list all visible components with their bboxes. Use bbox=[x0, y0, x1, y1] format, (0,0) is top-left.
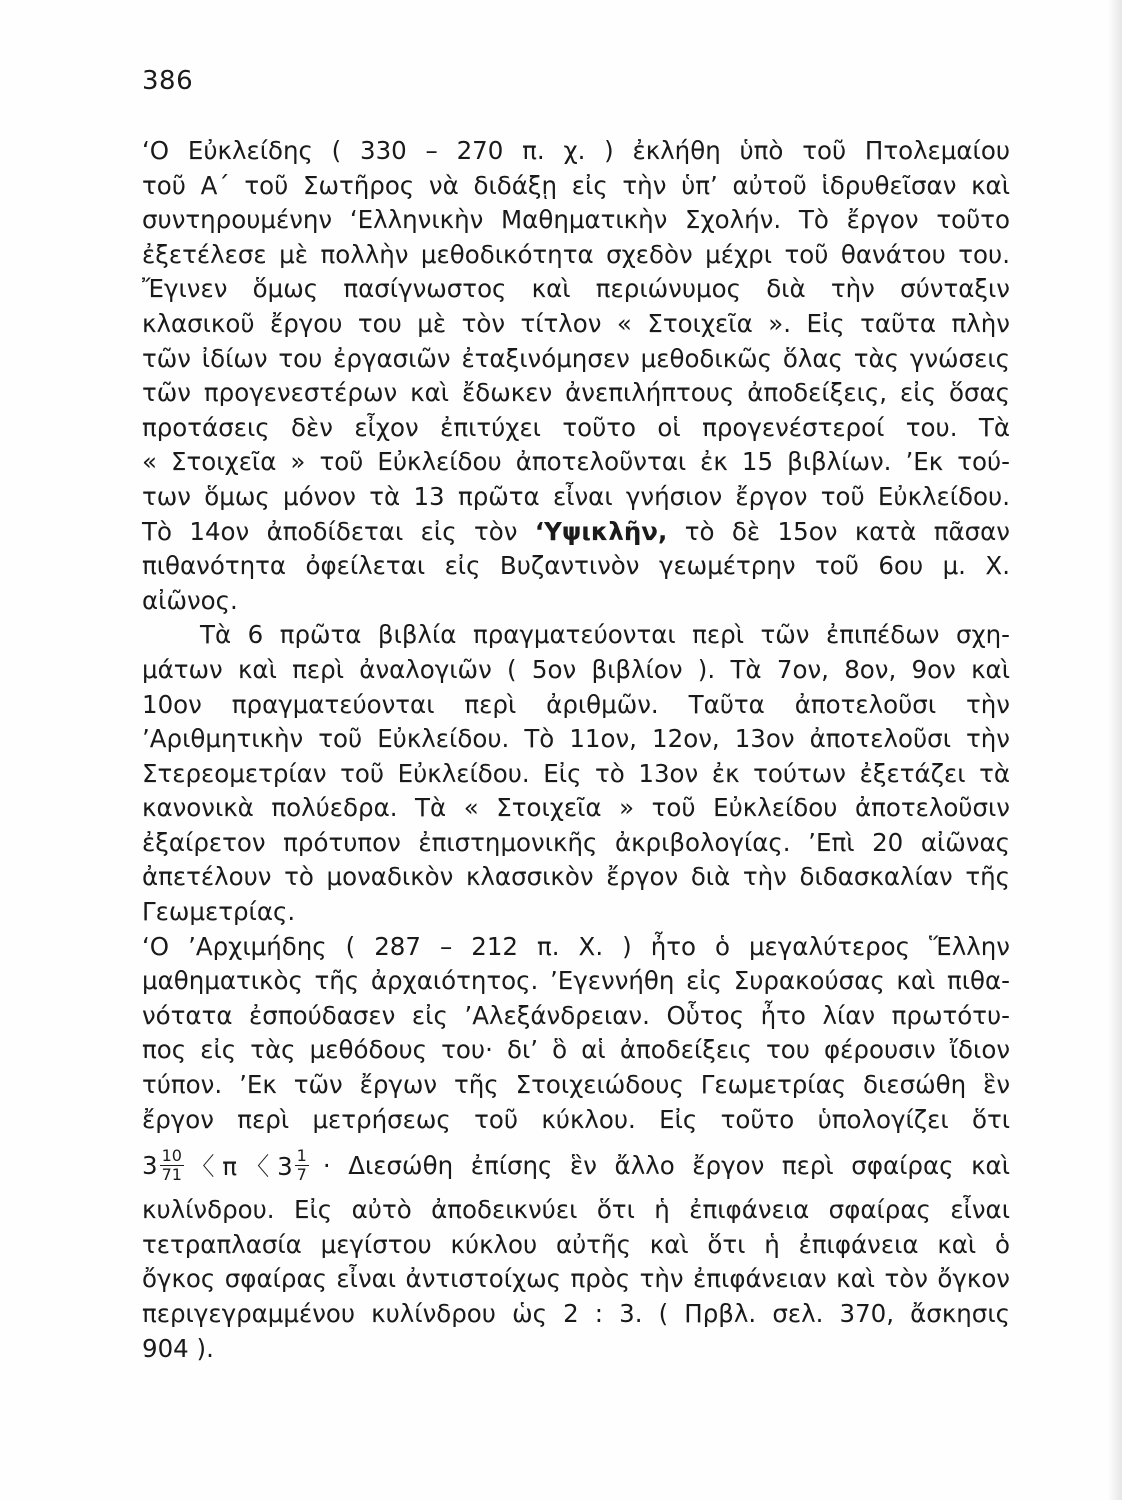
fraction-inequality-line bbox=[142, 1137, 1010, 1193]
page-number: 386 bbox=[142, 66, 194, 96]
text-line: κυλίνδρου. Εἰς αὐτὸ ἀποδεικνύει ὅτι ἡ ἐπιφάνεια σφαίρας εἶναι bbox=[142, 1195, 1010, 1225]
text-line bbox=[142, 515, 1010, 550]
numerator: 10 bbox=[161, 1145, 182, 1165]
text-line: ἐξετέλεσε μὲ πολλὴν μεθοδικότητα σχεδὸν μέχρι τοῦ θανάτου του. bbox=[142, 239, 1010, 269]
text-segment: Τὸ 14ον ἀποδίδεται εἰς τὸν bbox=[142, 516, 518, 546]
text-line: συντηρουμένην ‘Ελληνικὴν Μαθηματικὴν Σχολήν. Τὸ ἔργον τοῦτο bbox=[142, 205, 1010, 235]
text-line: ἐξαίρετον πρότυπον ἐπιστημονικῆς ἀκριβολογίας. ’Επὶ 20 αἰῶνας bbox=[142, 827, 1010, 857]
text-line: κανονικὰ πολύεδρα. Τὰ « Στοιχεῖα » τοῦ Εὐκλείδου ἀποτελοῦσιν bbox=[142, 793, 1010, 823]
text-line: αἰῶνος. bbox=[142, 585, 238, 615]
text-line: ἀπετέλουν τὸ μοναδικὸν κλασσικὸν ἔργον διὰ τὴν διδασκαλίαν τῆς bbox=[142, 862, 1010, 892]
text-line: ’Αριθμητικὴν τοῦ Εὐκλείδου. Τὸ 11ον, 12ον, 13ον ἀποτελοῦσι τὴν bbox=[142, 724, 1010, 754]
text-line: μαθηματικὸς τῆς ἀρχαιότητος. ’Εγεννήθη εἰς Συρακούσας καὶ πιθα- bbox=[142, 966, 1010, 996]
text-line: ‘Ο Εὐκλείδης ( 330 – 270 π. χ. ) ἐκλήθη ὑπὸ τοῦ Πτολεμαίου bbox=[142, 136, 1010, 165]
text-line: τῶν προγενεστέρων καὶ ἔδωκεν ἀνεπιλήπτους ἀποδείξεις, εἰς ὅσας bbox=[142, 378, 1010, 408]
text-line: τῶν ἰδίων του ἐργασιῶν ἐταξινόμησεν μεθοδικῶς ὅλας τὰς γνώσεις bbox=[142, 343, 1010, 373]
page-edge-shadow bbox=[1108, 0, 1122, 1500]
text-line: προτάσεις δὲν εἶχον ἐπιτύχει τοῦτο οἱ προγενέστεροί του. Τὰ bbox=[142, 412, 1010, 442]
text-line: ἔργον περὶ μετρήσεως τοῦ κύκλου. Εἰς τοῦτο ὑπολογίζει ὅτι bbox=[142, 1104, 1010, 1134]
whole-number: 3 bbox=[142, 1150, 158, 1180]
text-line: τοῦ Α΄ τοῦ Σωτῆρος νὰ διδάξῃ εἰς τὴν ὑπ’ αὐτοῦ ἱδρυθεῖσαν καὶ bbox=[142, 170, 1010, 200]
inequality-text: 〈 π 〈 3 bbox=[189, 1151, 293, 1181]
body-text bbox=[142, 134, 1010, 1366]
text-line: Ἔγινεν ὅμως πασίγνωστος καὶ περιώνυμος διὰ τὴν σύνταξιν bbox=[142, 274, 1010, 304]
text-line: Τὰ 6 πρῶτα βιβλία πραγματεύονται περὶ τῶν ἐπιπέδων σχη- bbox=[200, 620, 1010, 650]
text-line: μάτων καὶ περὶ ἀναλογιῶν ( 5ον βιβλίον ). Τὰ 7ον, 8ον, 9ον καὶ bbox=[142, 654, 1010, 684]
text-line: πος εἰς τὰς μεθόδους του· δι’ ὃ αἱ ἀποδείξεις του φέρουσιν ἴδιον bbox=[142, 1035, 1010, 1065]
text-line: « Στοιχεῖα » τοῦ Εὐκλείδου ἀποτελοῦνται ἐκ 15 βιβλίων. ’Εκ τού- bbox=[142, 447, 1010, 477]
text-line: Στερεομετρίαν τοῦ Εὐκλείδου. Εἰς τὸ 13ον ἐκ τούτων ἐξετάζει τὰ bbox=[142, 758, 1010, 788]
text-segment: · Διεσώθη ἐπίσης ἓν ἄλλο ἔργον περὶ σφαίρας καὶ bbox=[322, 1150, 1010, 1180]
text-line: πιθανότητα ὀφείλεται εἰς Βυζαντινὸν γεωμέτρην τοῦ 6ου μ. Χ. bbox=[142, 551, 1010, 581]
text-line: ὄγκος σφαίρας εἶναι ἀντιστοίχως πρὸς τὴν ἐπιφάνειαν καὶ τὸν ὄγκον bbox=[142, 1264, 1010, 1294]
text-line: κλασικοῦ ἔργου του μὲ τὸν τίτλον « Στοιχεῖα ». Εἰς ταῦτα πλὴν bbox=[142, 308, 1010, 338]
bold-name: ‘Υψικλῆν, bbox=[534, 516, 668, 546]
text-line: 904 ). bbox=[142, 1333, 214, 1363]
text-line: νότατα ἐσπούδασεν εἰς ’Αλεξάνδρειαν. Οὗτος ἦτο λίαν πρωτότυ- bbox=[142, 1000, 1010, 1030]
text-segment: τὸ δὲ 15ον κατὰ πᾶσαν bbox=[684, 516, 1010, 546]
text-line: περιγεγραμμένου κυλίνδρου ὡς 2 : 3. ( Πρβλ. σελ. 370, ἄσκησις bbox=[142, 1299, 1010, 1328]
fraction-10-71 bbox=[160, 1147, 184, 1184]
text-line: τύπον. ’Εκ τῶν ἔργων τῆς Στοιχειώδους Γεωμετρίας διεσώθη ἓν bbox=[142, 1070, 1010, 1100]
text-line: ‘Ο ’Αρχιμήδης ( 287 – 212 π. Χ. ) ἦτο ὁ μεγαλύτερος Ἕλλην bbox=[142, 931, 1010, 961]
text-line: Γεωμετρίας. bbox=[142, 897, 296, 927]
text-line: 10ον πραγματεύονται περὶ ἀριθμῶν. Ταῦτα ἀποτελοῦσι τὴν bbox=[142, 689, 1010, 719]
fraction-1-7 bbox=[295, 1147, 309, 1184]
denominator: 7 bbox=[296, 1164, 307, 1184]
text-line: των ὅμως μόνον τὰ 13 πρῶτα εἶναι γνήσιον ἔργον τοῦ Εὐκλείδου. bbox=[142, 481, 1010, 511]
numerator: 1 bbox=[296, 1145, 307, 1165]
denominator: 71 bbox=[161, 1164, 182, 1184]
text-line: τετραπλασία μεγίστου κύκλου αὐτῆς καὶ ὅτι ἡ ἐπιφάνεια καὶ ὁ bbox=[142, 1229, 1010, 1259]
